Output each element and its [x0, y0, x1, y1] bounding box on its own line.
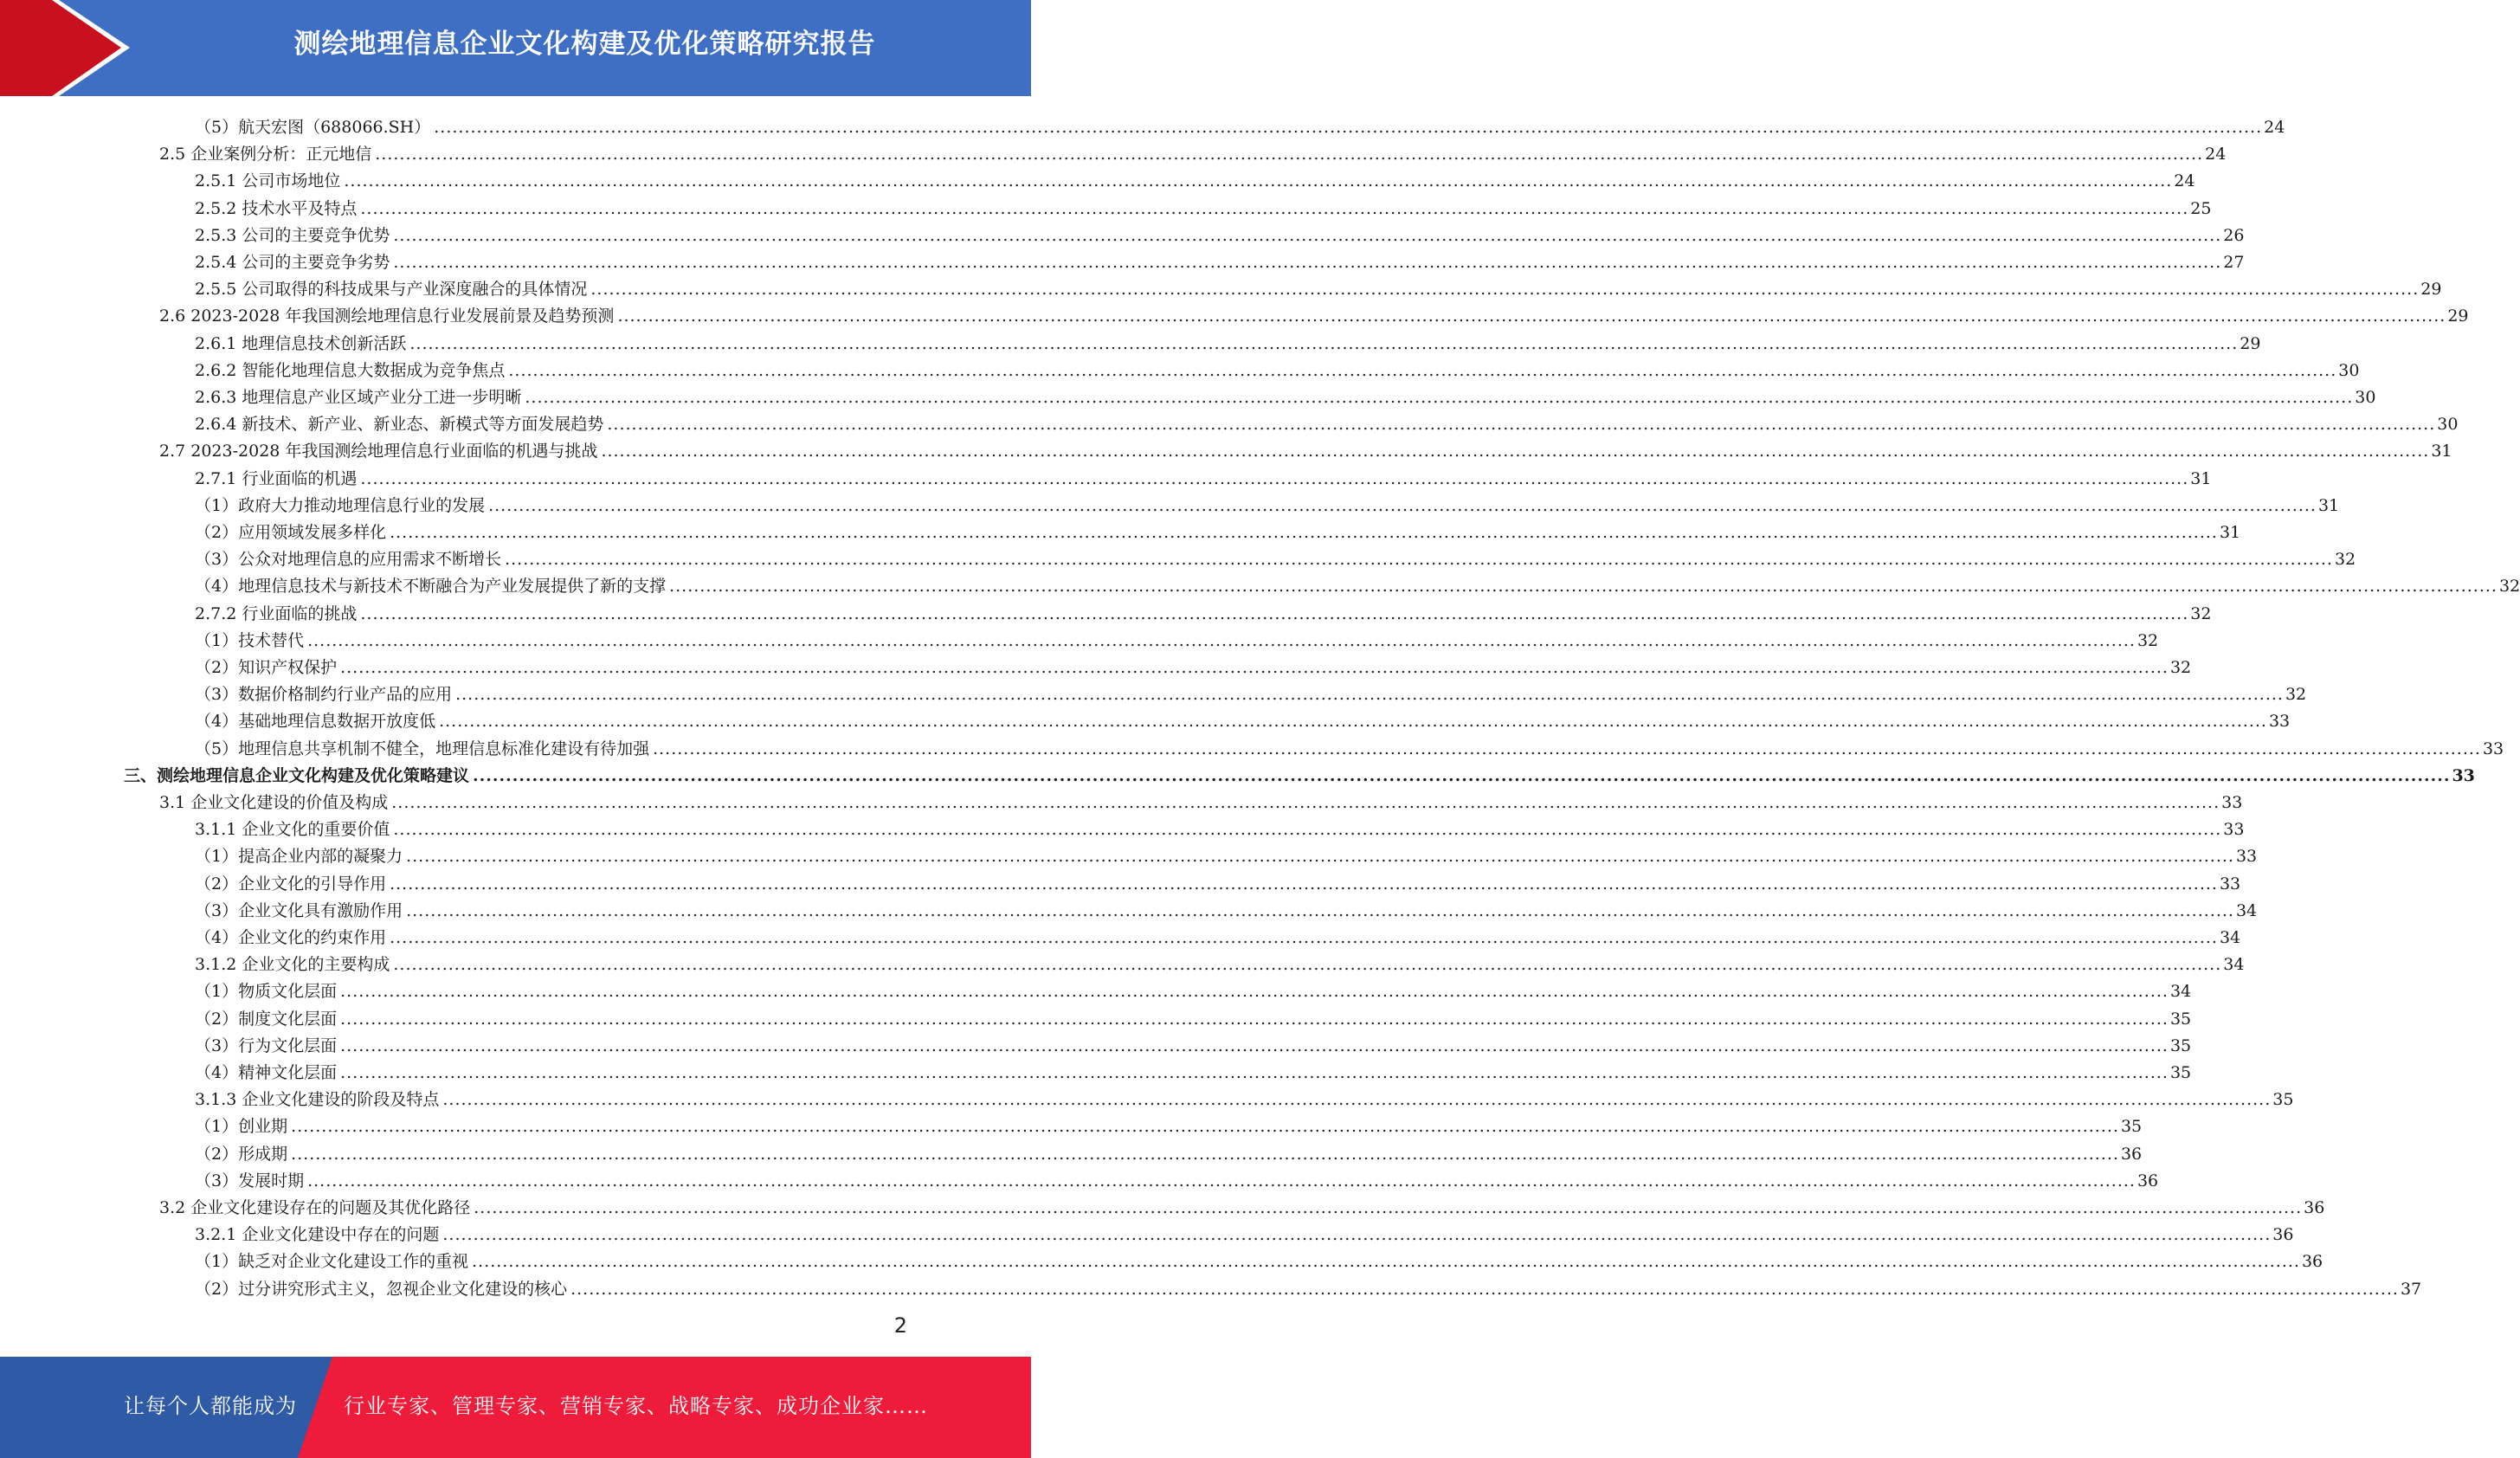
toc-leader-dots: ............................................................................................................................................................................................................................................................................................................ [439, 712, 2267, 731]
toc-entry-page: 30 [2355, 388, 2376, 407]
toc-entry-label: 3.1.2 企业文化的主要构成 [195, 955, 390, 974]
toc-leader-dots: ............................................................................................................................................................................................................................................................................................................ [393, 226, 2222, 245]
toc-entry-label: 2.5.4 公司的主要竞争劣势 [195, 253, 390, 272]
toc-leader-dots: ............................................................................................................................................................................................................................................................................................................ [669, 577, 2497, 596]
toc-entry-page: 31 [2431, 442, 2452, 461]
toc-entry-label: （4）企业文化的约束作用 [195, 928, 387, 947]
toc-entry-label: 2.5.3 公司的主要竞争优势 [195, 226, 390, 245]
toc-entry[interactable] [195, 1138, 2143, 1164]
toc-leader-dots: ............................................................................................................................................................................................................................................................................................................ [505, 550, 2333, 569]
toc-leader-dots: ............................................................................................................................................................................................................................................................................................................ [525, 388, 2354, 407]
toc-entry-label: （1）创业期 [195, 1117, 288, 1136]
toc-leader-dots: ............................................................................................................................................................................................................................................................................................................ [434, 118, 2263, 137]
toc-entry-page: 25 [2190, 199, 2212, 218]
toc-entry-page: 30 [2338, 361, 2360, 380]
toc-entry-label: （2）制度文化层面 [195, 1010, 338, 1029]
toc-leader-dots: ............................................................................................................................................................................................................................................................................................................ [393, 253, 2222, 272]
toc-entry-page: 34 [2235, 901, 2258, 920]
toc-leader-dots: ............................................................................................................................................................................................................................................................................................................ [360, 604, 2189, 623]
toc-entry-label: 3.1.1 企业文化的重要价值 [195, 820, 390, 839]
toc-entry-label: （2）形成期 [195, 1145, 288, 1164]
toc-leader-dots: ............................................................................................................................................................................................................................................................................................................ [307, 1171, 2136, 1190]
toc-entry[interactable] [195, 408, 2459, 435]
toc-entry[interactable] [195, 1164, 2159, 1191]
toc-entry-label: （4）精神文化层面 [195, 1063, 338, 1082]
toc-entry-label: 2.5 企业案例分析：正元地信 [159, 145, 372, 164]
toc-entry-label: （3）企业文化具有激励作用 [195, 901, 403, 920]
toc-leader-dots: ............................................................................................................................................................................................................................................................................................................ [340, 1036, 2169, 1055]
toc-entry-label: 2.7 2023-2028 年我国测绘地理信息行业面临的机遇与挑战 [159, 442, 598, 461]
toc-entry[interactable] [195, 219, 2245, 246]
toc-entry[interactable] [195, 678, 2307, 705]
toc-entry[interactable] [195, 111, 2285, 138]
toc-entry-label: （3）公众对地理信息的应用需求不断增长 [195, 550, 502, 569]
toc-leader-dots: ............................................................................................................................................................................................................................................................................................................ [653, 739, 2481, 758]
toc-entry-page: 32 [2498, 577, 2520, 596]
toc-entry-page: 32 [2137, 631, 2159, 650]
toc-entry-label: （1）提高企业内部的凝聚力 [195, 847, 403, 866]
toc-entry-label: （1）技术替代 [195, 631, 305, 650]
toc-entry-page: 31 [2190, 469, 2212, 488]
toc-entry-page: 37 [2400, 1280, 2422, 1299]
toc-entry-page: 33 [2223, 820, 2245, 839]
toc-entry-page: 27 [2223, 253, 2245, 272]
toc-entry-label: （1）政府大力推动地理信息行业的发展 [195, 496, 486, 515]
toc-leader-dots: ............................................................................................................................................................................................................................................................................................................ [375, 145, 2204, 164]
toc-entry[interactable] [159, 300, 2469, 326]
toc-entry-page: 24 [2174, 171, 2195, 190]
toc-entry-page: 36 [2301, 1252, 2323, 1271]
toc-entry-label: 3.1.3 企业文化建设的阶段及特点 [195, 1090, 440, 1109]
toc-entry[interactable] [195, 921, 2241, 948]
toc-entry-label: 2.5.1 公司市场地位 [195, 171, 341, 190]
toc-entry[interactable] [195, 273, 2442, 300]
toc-entry-label: （5）地理信息共享机制不健全，地理信息标准化建设有待加强 [195, 739, 650, 758]
toc-leader-dots: ............................................................................................................................................................................................................................................................................................................ [340, 658, 2169, 677]
footer-slogan-left: 让每个人都能成为 [124, 1394, 297, 1418]
toc-leader-dots: ............................................................................................................................................................................................................................................................................................................ [455, 685, 2284, 704]
toc-entry-page: 26 [2223, 226, 2245, 245]
toc-entry[interactable] [195, 165, 2195, 191]
toc-entry-label: （4）地理信息技术与新技术不断融合为产业发展提供了新的支撑 [195, 577, 667, 596]
toc-leader-dots: ............................................................................................................................................................................................................................................................................................................ [472, 1252, 2300, 1271]
toc-entry-label: 2.5.5 公司取得的科技成果与产业深度融合的具体情况 [195, 280, 588, 299]
toc-entry-page: 32 [2285, 685, 2307, 704]
toc-leader-dots: ............................................................................................................................................................................................................................................................................................................ [406, 901, 2234, 920]
toc-entry-label: （1）缺乏对企业文化建设工作的重视 [195, 1252, 469, 1271]
toc-entry[interactable] [195, 489, 2340, 516]
toc-leader-dots: ............................................................................................................................................................................................................................................................................................................ [474, 1198, 2303, 1217]
toc-leader-dots: ............................................................................................................................................................................................................................................................................................................ [344, 171, 2173, 190]
toc-entry[interactable] [195, 651, 2192, 678]
footer-banner [0, 1357, 1031, 1458]
toc-leader-dots: ............................................................................................................................................................................................................................................................................................................ [393, 955, 2222, 974]
toc-entry-page: 36 [2304, 1198, 2325, 1217]
toc-entry-label: （3）数据价格制约行业产品的应用 [195, 685, 453, 704]
toc-entry[interactable] [159, 1191, 2325, 1218]
toc-entry-page: 35 [2169, 1036, 2192, 1055]
toc-leader-dots: ............................................................................................................................................................................................................................................................................................................ [307, 631, 2136, 650]
toc-entry[interactable] [195, 1056, 2192, 1083]
toc-leader-dots: ............................................................................................................................................................................................................................................................................................................ [590, 280, 2420, 299]
toc-entry-page: 30 [2437, 415, 2459, 434]
toc-leader-dots: ............................................................................................................................................................................................................................................................................................................ [390, 523, 2218, 542]
toc-leader-dots: ............................................................................................................................................................................................................................................................................................................ [291, 1117, 2119, 1136]
toc-entry[interactable] [195, 948, 2245, 975]
toc-leader-dots: ............................................................................................................................................................................................................................................................................................................ [391, 793, 2220, 812]
toc-entry[interactable] [195, 813, 2245, 840]
toc-leader-dots: ............................................................................................................................................................................................................................................................................................................ [360, 199, 2189, 218]
toc-entry-page: 33 [2235, 847, 2258, 866]
toc-entry-page: 33 [2452, 766, 2475, 785]
toc-leader-dots: ............................................................................................................................................................................................................................................................................................................ [340, 982, 2169, 1001]
toc-leader-dots: ............................................................................................................................................................................................................................................................................................................ [409, 334, 2239, 353]
footer-slogan-right: 行业专家、管理专家、营销专家、战略专家、成功企业家…… [344, 1394, 928, 1418]
page-number: 2 [893, 1313, 907, 1338]
toc-entry[interactable] [195, 705, 2291, 732]
toc-entry-page: 31 [2219, 523, 2241, 542]
toc-entry-label: 2.6.2 智能化地理信息大数据成为竞争焦点 [195, 361, 506, 380]
toc-entry[interactable] [195, 868, 2241, 894]
toc-entry-page: 33 [2219, 874, 2241, 894]
red-chevron-icon [0, 0, 139, 96]
toc-entry[interactable] [195, 1003, 2192, 1029]
toc-entry[interactable] [195, 246, 2245, 273]
toc-entry-label: 2.5.2 技术水平及特点 [195, 199, 358, 218]
toc-leader-dots: ............................................................................................................................................................................................................................................................................................................ [406, 847, 2234, 866]
toc-entry[interactable] [195, 1273, 2422, 1300]
toc-entry-page: 36 [2272, 1225, 2294, 1244]
toc-leader-dots: ............................................................................................................................................................................................................................................................................................................ [291, 1145, 2119, 1164]
toc-entry[interactable] [195, 192, 2212, 219]
toc-entry-page: 33 [2221, 793, 2243, 812]
toc-entry-label: （2）知识产权保护 [195, 658, 338, 677]
toc-entry-page: 35 [2272, 1090, 2294, 1109]
toc-leader-dots: ............................................................................................................................................................................................................................................................................................................ [442, 1090, 2272, 1109]
toc-entry-label: （2）过分讲究形式主义，忽视企业文化建设的核心 [195, 1280, 568, 1299]
toc-entry-label: 2.6.3 地理信息产业区域产业分工进一步明晰 [195, 388, 522, 407]
toc-entry-page: 33 [2482, 739, 2504, 758]
toc-entry[interactable] [195, 327, 2261, 354]
toc-entry[interactable] [159, 138, 2227, 165]
toc-leader-dots: ............................................................................................................................................................................................................................................................................................................ [340, 1010, 2169, 1029]
toc-leader-dots: ............................................................................................................................................................................................................................................................................................................ [340, 1063, 2169, 1082]
toc-entry-page: 34 [2223, 955, 2245, 974]
toc-leader-dots: ............................................................................................................................................................................................................................................................................................................ [508, 361, 2337, 380]
toc-leader-dots: ............................................................................................................................................................................................................................................................................................................ [607, 415, 2436, 434]
toc-entry[interactable] [195, 894, 2258, 921]
toc-entry-page: 24 [2205, 145, 2227, 164]
toc-entry-label: 3.2 企业文化建设存在的问题及其优化路径 [159, 1198, 471, 1217]
toc-leader-dots: ............................................................................................................................................................................................................................................................................................................ [390, 928, 2218, 947]
toc-entry-label: （2）应用领域发展多样化 [195, 523, 387, 542]
toc-entry-page: 32 [2169, 658, 2192, 677]
toc-entry-label: 3.2.1 企业文化建设中存在的问题 [195, 1225, 440, 1244]
toc-entry[interactable] [195, 1083, 2294, 1110]
toc-entry[interactable] [195, 1029, 2192, 1056]
toc-leader-dots: ............................................................................................................................................................................................................................................................................................................ [473, 766, 2451, 785]
toc-entry-label: 2.7.2 行业面临的挑战 [195, 604, 358, 623]
header-banner [0, 0, 1031, 96]
toc-entry[interactable] [195, 516, 2241, 543]
toc-leader-dots: ............................................................................................................................................................................................................................................................................................................ [570, 1280, 2399, 1299]
toc-entry-label: （3）行为文化层面 [195, 1036, 338, 1055]
toc-entry[interactable] [159, 435, 2452, 461]
toc-entry[interactable] [195, 354, 2360, 381]
toc-leader-dots: ............................................................................................................................................................................................................................................................................................................ [360, 469, 2189, 488]
toc-entry-page: 29 [2420, 280, 2442, 299]
toc-entry-page: 32 [2334, 550, 2356, 569]
toc-entry-page: 35 [2169, 1010, 2192, 1029]
toc-entry-page: 33 [2268, 712, 2291, 731]
toc-entry[interactable] [195, 1110, 2143, 1137]
toc-entry-label: 2.6.4 新技术、新产业、新业态、新模式等方面发展趋势 [195, 415, 604, 434]
toc-entry[interactable] [195, 624, 2159, 651]
toc-entry[interactable] [124, 759, 2475, 786]
toc-entry-page: 32 [2190, 604, 2212, 623]
toc-entry-page: 35 [2120, 1117, 2143, 1136]
toc-entry-page: 36 [2137, 1171, 2159, 1190]
toc-entry[interactable] [195, 462, 2212, 489]
toc-leader-dots: ............................................................................................................................................................................................................................................................................................................ [488, 496, 2317, 515]
toc-entry-label: （3）发展时期 [195, 1171, 305, 1190]
toc-entry[interactable] [195, 975, 2192, 1002]
toc-entry-page: 34 [2169, 982, 2192, 1001]
toc-entry-page: 36 [2120, 1145, 2143, 1164]
document-title: 测绘地理信息企业文化构建及优化策略研究报告 [293, 29, 876, 60]
toc-entry-label: 三、测绘地理信息企业文化构建及优化策略建议 [124, 766, 470, 785]
toc-entry[interactable] [195, 570, 2520, 597]
toc-entry-page: 29 [2447, 306, 2469, 326]
toc-entry-page: 35 [2169, 1063, 2192, 1082]
toc-entry[interactable] [195, 840, 2258, 867]
toc-entry-label: 2.6 2023-2028 年我国测绘地理信息行业发展前景及趋势预测 [159, 306, 615, 326]
toc-entry-page: 31 [2317, 496, 2340, 515]
toc-entry-label: 3.1 企业文化建设的价值及构成 [159, 793, 389, 812]
toc-entry[interactable] [195, 543, 2356, 570]
toc-entry-label: （2）企业文化的引导作用 [195, 874, 387, 894]
toc-entry-label: （4）基础地理信息数据开放度低 [195, 712, 436, 731]
toc-entry[interactable] [195, 1245, 2323, 1272]
toc-entry-page: 34 [2219, 928, 2241, 947]
toc-leader-dots: ............................................................................................................................................................................................................................................................................................................ [601, 442, 2430, 461]
toc-leader-dots: ............................................................................................................................................................................................................................................................................................................ [390, 874, 2218, 894]
toc-leader-dots: ............................................................................................................................................................................................................................................................................................................ [617, 306, 2446, 326]
toc-entry[interactable] [195, 732, 2504, 759]
toc-entry[interactable] [159, 786, 2243, 813]
toc-entry-page: 24 [2264, 118, 2285, 137]
toc-entry-label: （5）航天宏图（688066.SH） [195, 118, 431, 137]
toc-entry[interactable] [195, 381, 2376, 408]
toc-entry-label: （1）物质文化层面 [195, 982, 338, 1001]
toc-entry-label: 2.7.1 行业面临的机遇 [195, 469, 358, 488]
toc-entry[interactable] [195, 597, 2212, 624]
toc-entry-page: 29 [2240, 334, 2261, 353]
toc-leader-dots: ............................................................................................................................................................................................................................................................................................................ [393, 820, 2222, 839]
toc-entry-label: 2.6.1 地理信息技术创新活跃 [195, 334, 407, 353]
toc-leader-dots: ............................................................................................................................................................................................................................................................................................................ [442, 1225, 2272, 1244]
toc-entry[interactable] [195, 1218, 2294, 1245]
